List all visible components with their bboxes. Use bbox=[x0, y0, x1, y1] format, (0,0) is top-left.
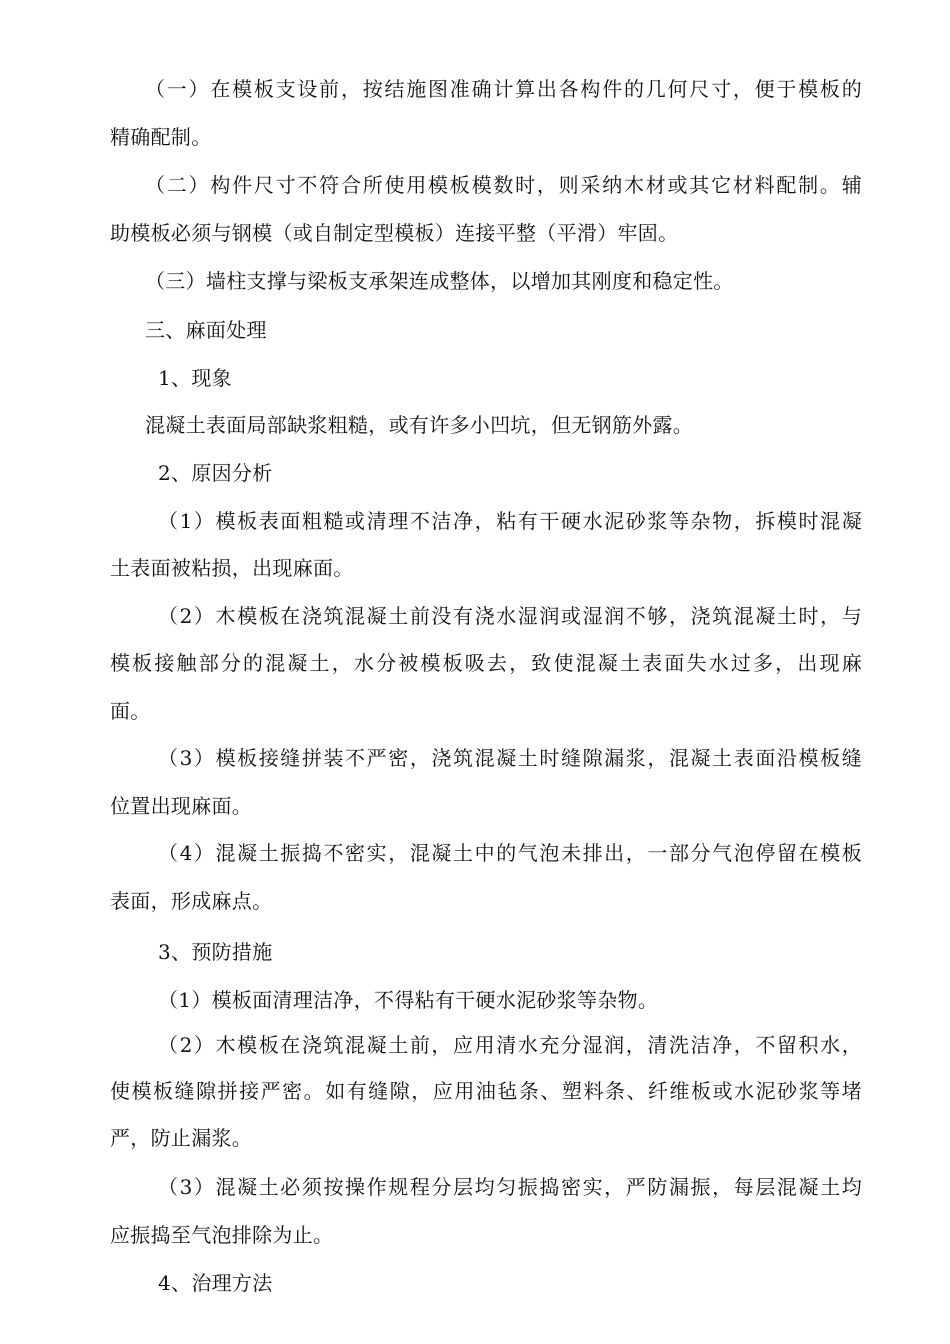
paragraph-3-line-1: （三）墙柱支撑与梁板支承架连成整体，以增加其刚度和稳定性。 bbox=[145, 269, 734, 293]
subheading-prevention: 3、预防措施 bbox=[158, 940, 273, 964]
cause-3-line-1: （3）模板接缝拼装不严密，浇筑混凝土时缝隙漏浆，混凝土表面沿模板缝 bbox=[158, 746, 862, 770]
measure-3-line-2: 应振捣至气泡排除为止。 bbox=[110, 1223, 334, 1247]
subheading-cause-analysis: 2、原因分析 bbox=[158, 461, 273, 485]
paragraph-2-line-1: （二）构件尺寸不符合所使用模板模数时，则采纳木材或其它材料配制。辅 bbox=[145, 173, 862, 197]
paragraph-2-line-2: 助模板必须与钢模（或自制定型模板）连接平整（平滑）牢固。 bbox=[110, 221, 679, 245]
phenomenon-text: 混凝土表面局部缺浆粗糙，或有许多小凹坑，但无钢筋外露。 bbox=[145, 413, 694, 437]
cause-3-line-2: 位置出现麻面。 bbox=[110, 794, 253, 818]
measure-2-line-3: 严，防止漏浆。 bbox=[110, 1126, 253, 1150]
subheading-treatment: 4、治理方法 bbox=[158, 1271, 273, 1295]
cause-1-line-2: 土表面被粘损，出现麻面。 bbox=[110, 556, 354, 580]
cause-4-line-2: 表面，形成麻点。 bbox=[110, 889, 273, 913]
measure-2-line-1: （2）木模板在浇筑混凝土前，应用清水充分湿润，清洗洁净，不留积水， bbox=[158, 1033, 862, 1057]
measure-3-line-1: （3）混凝土必须按操作规程分层均匀振捣密实，严防漏振，每层混凝土均 bbox=[158, 1175, 862, 1199]
paragraph-1-line-1: （一）在模板支设前，按结施图准确计算出各构件的几何尺寸，便于模板的 bbox=[145, 77, 862, 101]
cause-4-line-1: （4）混凝土振捣不密实，混凝土中的气泡未排出，一部分气泡停留在模板 bbox=[158, 841, 862, 865]
paragraph-1-line-2: 精确配制。 bbox=[110, 125, 212, 149]
measure-2-line-2: 使模板缝隙拼接严密。如有缝隙，应用油毡条、塑料条、纤维板或水泥砂浆等堵 bbox=[110, 1079, 862, 1103]
cause-2-line-2: 模板接触部分的混凝土，水分被模板吸去，致使混凝土表面失水过多，出现麻 bbox=[110, 651, 862, 675]
cause-1-line-1: （1）模板表面粗糙或清理不洁净，粘有干硬水泥砂浆等杂物，拆模时混凝 bbox=[158, 509, 862, 533]
section-heading-surface-pitting: 三、麻面处理 bbox=[145, 318, 267, 342]
subheading-phenomenon: 1、现象 bbox=[158, 366, 232, 390]
cause-2-line-3: 面。 bbox=[110, 699, 151, 723]
measure-1-line-1: （1）模板面清理洁净，不得粘有干硬水泥砂浆等杂物。 bbox=[158, 988, 659, 1012]
cause-2-line-1: （2）木模板在浇筑混凝土前没有浇水湿润或湿润不够，浇筑混凝土时，与 bbox=[158, 604, 862, 628]
